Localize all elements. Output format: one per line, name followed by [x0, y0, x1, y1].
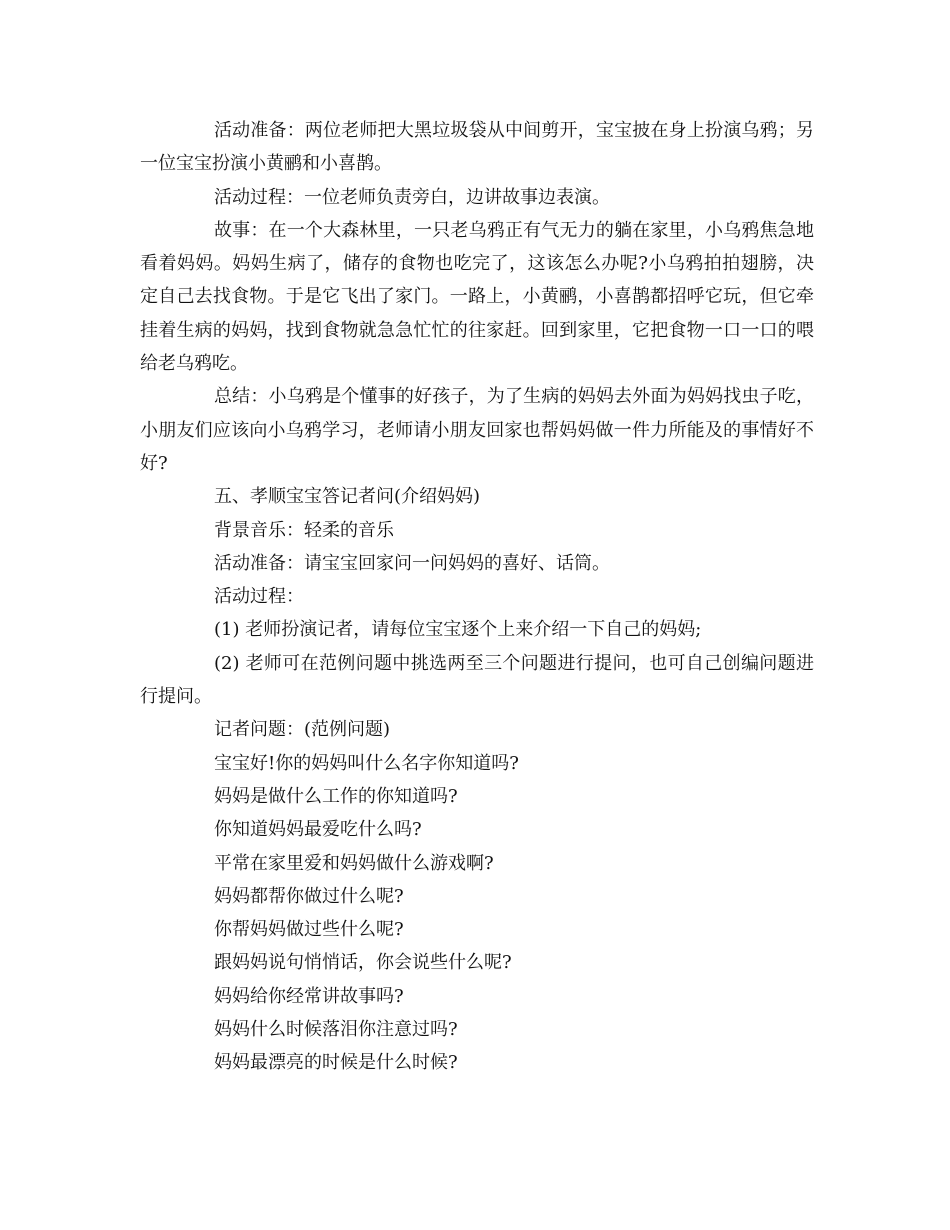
question-item: 妈妈都帮你做过什么呢? — [214, 885, 404, 907]
question-item: 妈妈是做什么工作的你知道吗? — [214, 785, 458, 807]
document-body — [140, 114, 814, 1080]
paragraph-summary: 总结：小乌鸦是个懂事的好孩子，为了生病的妈妈去外面为妈妈找虫子吃，小朋友们应该向小乌鸦学习，老师请小朋友回家也帮妈妈做一件力所能及的事情好不好? — [140, 386, 814, 474]
paragraph-activity-preparation-2: 活动准备：请宝宝回家问一问妈妈的喜好、话筒。 — [214, 552, 610, 574]
question-item: 妈妈最漂亮的时候是什么时候? — [214, 1052, 458, 1074]
question-item: 你知道妈妈最爱吃什么吗? — [214, 819, 422, 841]
question-item: 跟妈妈说句悄悄话，你会说些什么呢? — [214, 952, 512, 974]
paragraph-reporter-questions: 记者问题：(范例问题) — [214, 719, 391, 741]
question-item: 妈妈什么时候落泪你注意过吗? — [214, 1019, 458, 1041]
paragraph-step-2: (2) 老师可在范例问题中挑选两至三个问题进行提问，也可自己创编问题进行提问。 — [140, 652, 814, 708]
question-item: 宝宝好!你的妈妈叫什么名字你知道吗? — [214, 752, 519, 774]
paragraph-activity-process-2: 活动过程： — [214, 586, 304, 608]
question-item: 妈妈给你经常讲故事吗? — [214, 985, 404, 1007]
paragraph-activity-preparation: 活动准备：两位老师把大黑垃圾袋从中间剪开，宝宝披在身上扮演乌鸦；另一位宝宝扮演小黄鹂和小喜鹊。 — [140, 120, 814, 175]
paragraph-story: 故事：在一个大森林里，一只老乌鸦正有气无力的躺在家里，小乌鸦焦急地看着妈妈。妈妈生病了，储存的食物也吃完了，这该怎么办呢?小乌鸦拍拍翅膀，决定自己去找食物。于是它飞出了家门。一路上，小黄鹂，小喜鹊都招呼它玩，但它牵挂着生病的妈妈，找到食物就急急忙忙的往家赶。回到家里，它把食物一口一口的喂给老乌鸦吃。 — [140, 219, 814, 375]
question-item: 你帮妈妈做过些什么呢? — [214, 919, 404, 941]
paragraph-activity-process: 活动过程：一位老师负责旁白，边讲故事边表演。 — [214, 186, 610, 208]
paragraph-step-1: (1) 老师扮演记者，请每位宝宝逐个上来介绍一下自己的妈妈; — [214, 619, 702, 641]
section-heading-five: 五、孝顺宝宝答记者问(介绍妈妈) — [214, 486, 481, 508]
paragraph-background-music: 背景音乐：轻柔的音乐 — [214, 519, 394, 541]
question-item: 平常在家里爱和妈妈做什么游戏啊? — [214, 852, 494, 874]
